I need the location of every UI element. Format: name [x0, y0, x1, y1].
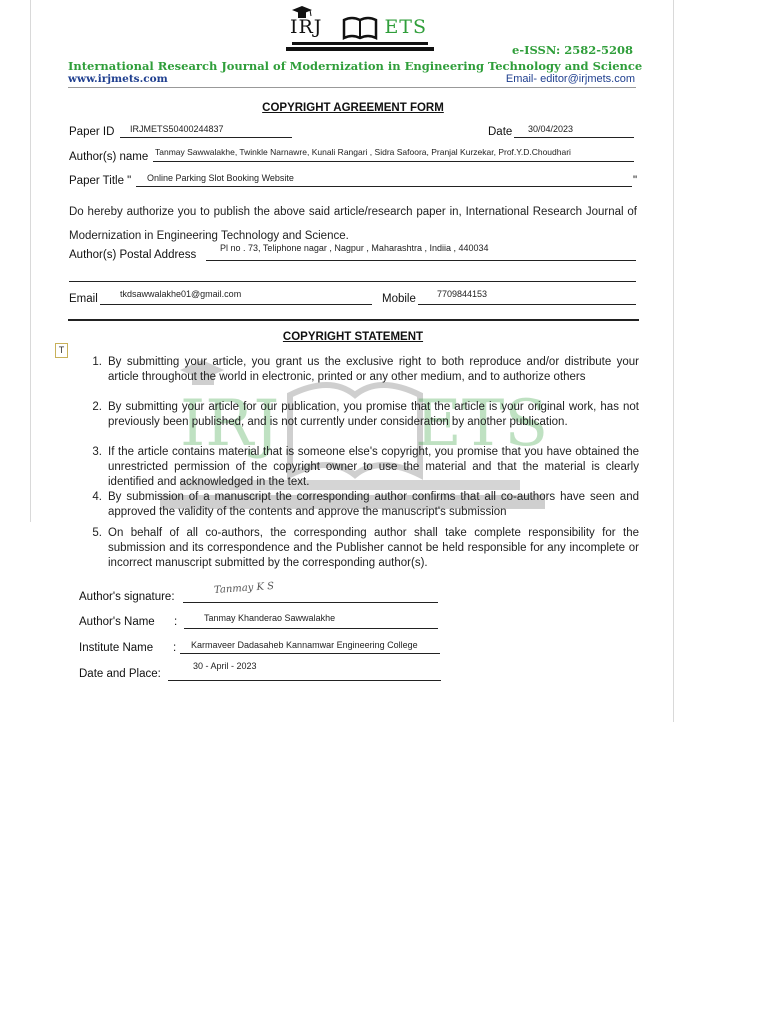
- mobile-line: [418, 304, 636, 305]
- authorization-text: Do hereby authorize you to publish the above said article/research paper in, International Research Journal of Modernization in Engineering Technology and Science.: [69, 206, 637, 242]
- statement-item-number: 2.: [92, 401, 102, 413]
- statement-item-text: If the article contains material that is someone else's copyright, you promise that you have obtained the unrestricted permission of the copyright owner to use the material and that the material is clearly identified and acknowledged in the text.: [108, 446, 639, 488]
- institute-line: [180, 653, 440, 654]
- statement-item: [88, 445, 640, 490]
- statement-item-text: By submitting your article for our publication, you promise that the article is your original work, has not previously been published, and is not currently under consideration by another publication.: [108, 401, 639, 428]
- statement-item-number: 4.: [92, 491, 102, 503]
- statement-item-text: On behalf of all co-authors, the corresponding author shall take complete responsibility for the submission and its correspondence and the Publisher cannot be held responsible for any incomplete or incorrect manuscript submitted by the corresponding author(s).: [108, 527, 639, 569]
- page-edge-left: [30, 0, 31, 522]
- paper-id-label: Paper ID: [69, 126, 115, 138]
- paper-id-line: [120, 137, 292, 138]
- mobile-label: Mobile: [382, 293, 416, 305]
- institute-label: Institute Name: [79, 642, 154, 654]
- date-line: [514, 137, 634, 138]
- author-name-label: Author's Name: [79, 616, 155, 628]
- paper-title-label: Paper Title ": [69, 175, 132, 187]
- author-signature: Tanmay K S: [213, 580, 275, 597]
- statement-item-text: By submission of a manuscript the corresponding author confirms that all co-authors have seen and approved the validity of the contents and approve the manuscript's submission: [108, 491, 639, 518]
- authors-line: [153, 161, 634, 162]
- author-name-value: Tanmay Khanderao Sawwalakhe: [204, 613, 336, 623]
- signature-label: Author's signature:: [79, 591, 175, 603]
- paper-title-line: [136, 186, 632, 187]
- statement-item: [88, 400, 640, 445]
- mobile-value: 7709844153: [437, 289, 488, 299]
- date-label: Date: [488, 126, 513, 138]
- institute-separator: :: [173, 642, 177, 654]
- institute-value: Karmaveer Dadasaheb Kannamwar Engineering College: [191, 640, 418, 650]
- authors-label: Author(s) name: [69, 151, 149, 163]
- text-tool-marker[interactable]: T: [55, 343, 68, 358]
- issn: e-ISSN: 2582-5208: [512, 43, 633, 57]
- paper-title-close-quote: ": [633, 175, 638, 187]
- svg-text:IRJ: IRJ: [180, 387, 280, 461]
- page-edge-right: [673, 0, 674, 722]
- statement-item: [88, 490, 640, 520]
- header-divider: [68, 87, 636, 88]
- paper-id-value: IRJMETS50400244837: [130, 124, 224, 134]
- paper-title-value: Online Parking Slot Booking Website: [147, 173, 294, 183]
- email-label: Email: [69, 293, 98, 305]
- website[interactable]: www.irjmets.com: [68, 73, 168, 85]
- date-value: 30/04/2023: [528, 124, 574, 134]
- date-place-label: Date and Place:: [79, 668, 161, 680]
- postal-address-label: Author(s) Postal Address: [69, 249, 197, 261]
- date-place-value: 30 - April - 2023: [193, 661, 257, 671]
- email-value: tkdsawwalakhe01@gmail.com: [120, 289, 242, 299]
- journal-email[interactable]: Email- editor@irjmets.com: [505, 73, 635, 85]
- logo-text: IRJ ETS: [290, 16, 427, 38]
- journal-name: International Research Journal of Modernization in Engineering Technology and Science: [68, 59, 643, 73]
- statement-item-number: 5.: [92, 527, 102, 539]
- authors-value: Tanmay Sawwalakhe, Twinkle Narnawre, Kunali Rangari , Sidra Safoora, Pranjal Kurzekar, Prof.Y.D.Choudhari: [155, 147, 571, 157]
- statement-title: COPYRIGHT STATEMENT: [282, 331, 424, 343]
- statement-item-text: By submitting your article, you grant us the exclusive right to both reproduce and/or distribute your article throughout the world in electronic, printed or any other medium, and to authorize others: [108, 356, 639, 383]
- svg-text:ETS: ETS: [415, 387, 549, 461]
- signature-line: [183, 602, 438, 603]
- journal-logo: [286, 4, 434, 52]
- statement-item-number: 1.: [92, 356, 102, 368]
- statement-item-number: 3.: [92, 446, 102, 458]
- date-place-line: [168, 680, 441, 681]
- statement-item: [88, 355, 640, 400]
- form-title: COPYRIGHT AGREEMENT FORM: [262, 102, 444, 114]
- email-line: [100, 304, 372, 305]
- postal-address-value: Pl no . 73, Teliphone nagar , Nagpur , Maharashtra , Indiia , 440034: [220, 243, 489, 253]
- postal-address-line-1: [206, 260, 636, 261]
- postal-address-line-2: [69, 281, 636, 282]
- author-name-separator: :: [174, 616, 178, 628]
- statement-item: [88, 526, 640, 571]
- author-name-line: [184, 628, 438, 629]
- section-divider: [68, 319, 639, 321]
